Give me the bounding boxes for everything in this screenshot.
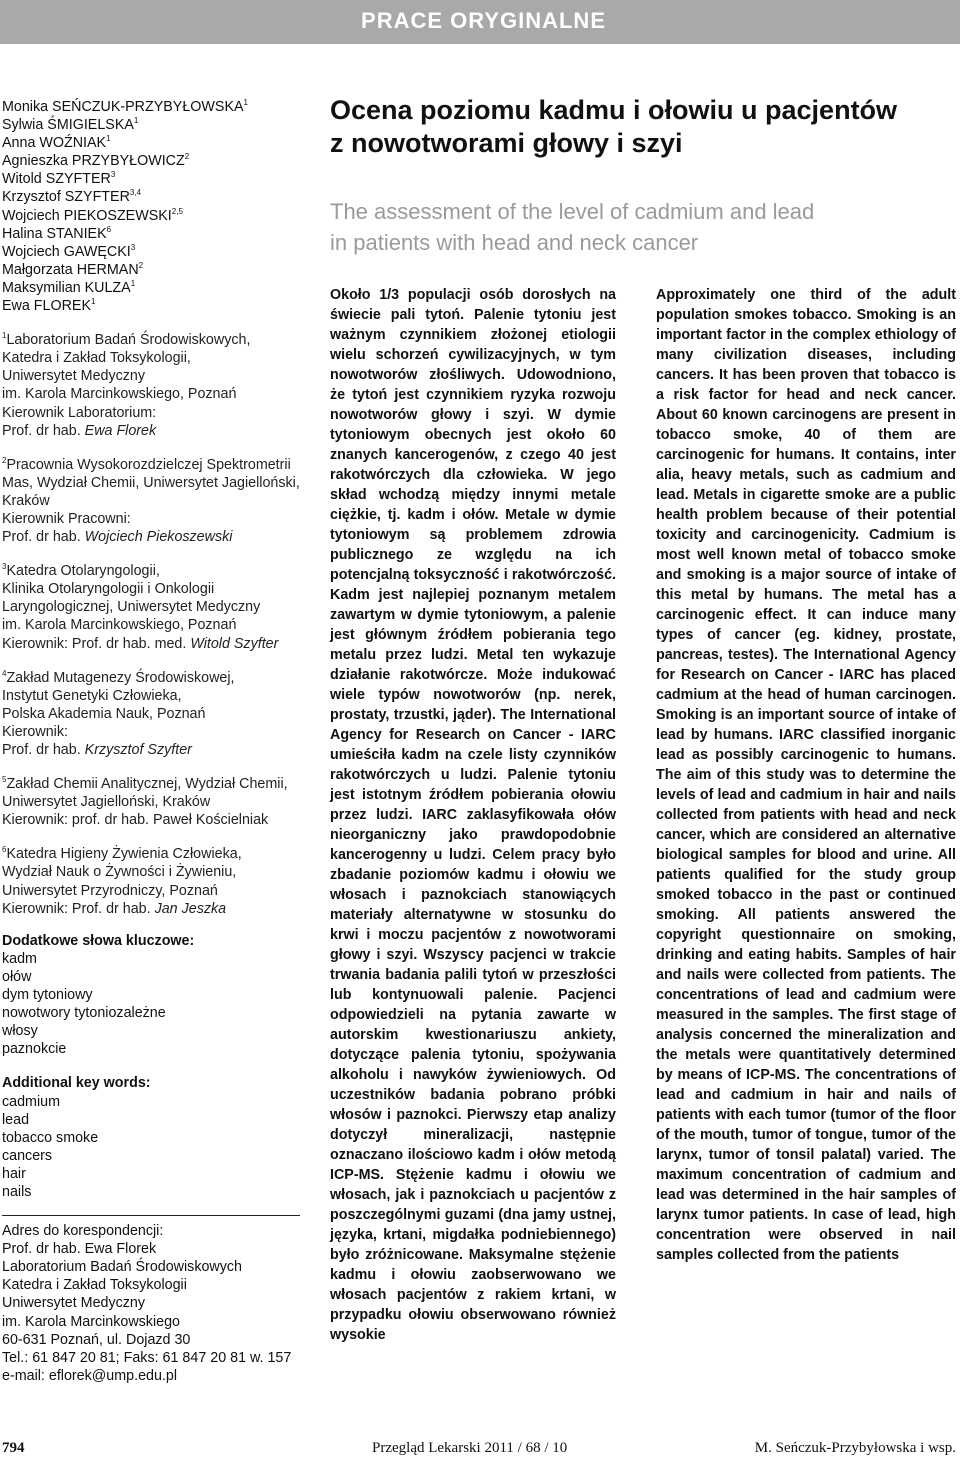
affiliation-6: $^6$Katedra Higieny Żywienia Człowieka, Wydział Nauk o Żywności i Żywieniu, Uniwersytet Przyrodniczy, Poznań Kierownik: Prof. dr hab. Jan Jeszka (2, 845, 242, 917)
affiliation-2: $^2$Pracownia Wysokorozdzielczej Spektrometrii Mas, Wydział Chemii, Uniwersytet Jagielloński, Kraków Kierownik Pracowni: Prof. dr hab. Wojciech Piekoszewski (2, 455, 300, 546)
journal-citation: Przegląd Lekarski 2011 / 68 / 10 (372, 1440, 568, 1456)
running-author: M. Seńczuk-Przybyłowska i wsp. (754, 1440, 956, 1456)
article-title-en: The assessment of the level of cadmium and lead in patients with head and neck cancer (330, 199, 815, 255)
author-item: Monika SEŃCZUK-PRZYBYŁOWSKA$^1$ (2, 98, 248, 115)
keyword: dym tytoniowy (2, 987, 93, 1004)
keyword: włosy (2, 1023, 38, 1040)
author-item: Krzysztof SZYFTER$^{3,4}$ (2, 188, 142, 206)
keyword: hair (2, 1165, 26, 1182)
keyword: ołów (2, 968, 32, 985)
author-item: Sylwia ŚMIGIELSKA$^1$ (2, 116, 139, 134)
keyword: cancers (2, 1147, 53, 1164)
section-banner (0, 0, 960, 44)
section-banner-label: PRACE ORYGINALNE (361, 8, 606, 33)
divider (2, 1215, 300, 1216)
author-item: Wojciech GAWĘCKI$^3$ (2, 242, 136, 260)
keywords-pl (2, 932, 312, 1059)
author-list (2, 98, 312, 315)
affiliation-5: $^5$Zakład Chemii Analitycznej, Wydział Chemii, Uniwersytet Jagielloński, Kraków Kierownik: prof. dr hab. Paweł Kościelniak (2, 775, 288, 829)
keyword: kadm (2, 950, 37, 967)
affiliation-3: $^3$Katedra Otolaryngologii, Klinika Otolaryngologii i Onkologii Laryngologicznej, Uniwersytet Medyczny im. Karola Marcinkowskiego, Poznań Kierownik: Prof. dr hab. med. Witold Szyfter (2, 562, 279, 652)
keywords-en-heading: Additional key words: (2, 1075, 151, 1092)
keywords-pl-heading: Dodatkowe słowa kluczowe: (2, 932, 195, 949)
affiliation-1: $^1$Laboratorium Badań Środowiskowych, Katedra i Zakład Toksykologii, Uniwersytet Medyczny im. Karola Marcinkowskiego, Poznań Kierownik Laboratorium: Prof. dr hab. Ewa Florek (2, 331, 251, 439)
keyword: paznokcie (2, 1041, 67, 1058)
author-item: Ewa FLOREK$^1$ (2, 297, 96, 315)
abstract-pl: Około 1/3 populacji osób dorosłych na świecie pali tytoń. Palenie tytoniu jest ważnym czynnikiem złożonej etiologii wielu schorzeń cywilizacyjnych, w tym nowotworów złośliwych. Udowodniono, że tytoń jest czynnikiem ryzyka rozwoju nowotworów głowy i szyi. W dymie tytoniowym obecnych jest około 60 znanych kancerogenów, z czego 40 jest rakotwórczych dla człowieka. W jego skład wchodzą między innymi metale ciężkie, tj. kadm i ołów. Metale w dymie tytoniowym są problemem zdrowia publicznego ze względu na ich potencjalną toksyczność i rakotwórczość. Kadm jest najlepiej poznanym metalem zawartym w dymie tytoniowym, a palenie jest głównym źródłem pobierania tego metalu przez ludzi. Metal ten wykazuje działanie rakotwórcze. Może indukować wiele typów nowotworów (np. nerek, prostaty, trzustki, jąder). The International Agency for Research on Cancer - IARC umieściła kadm na czele listy czynników rakotwórczych u ludzi. Palenie tytoniu jest istotnym źródłem pobierania ołowiu przez ludzi. IARC zaklasyfikowała ołów nieorganiczny jako prawdopodobnie kancerogenny u ludzi. Celem pracy było zbadanie poziomów kadmu i ołowiu we włosach i paznokciach stanowiących materiały alternatywne w stosunku do krwi i moczu pacjentów z nowotworami głowy i szyi. Wszyscy pacjenci w trakcie trwania badania palili tytoń w przeszłości lub kontynuowali palenie. Pacjenci odpowiedzieli na pytania zawarte w autorskim kwestionariuszu ankiety, dotyczące palenia tytoniu, spożywania alkoholu i nawyków żywieniowych. Od uczestników badania pobrano próbki włosów i paznokci. Pierwszy etap analizy dotyczył mineralizacji, następnie oznaczano ilościowo kadm i ołów metodą ICP-MS. Stężenie kadmu i ołowiu we włosach, jak i paznokciach u pacjentów z poszczególnymi guzami (dna jamy ustnej, języka, krtani, migdałka podniebiennego) było zróżnicowane. Maksymalne stężenie kadmu i ołowiu zaobserwowano we włosach pacjentów z rakiem krtani, w przypadku ołowiu obserwowano również wysokie (330, 287, 616, 1343)
keyword: cadmium (2, 1093, 60, 1110)
keywords-en (2, 1074, 312, 1201)
author-item: Anna WOŹNIAK$^1$ (2, 134, 111, 152)
affiliation-4: $^4$Zakład Mutagenezy Środowiskowej, Instytut Genetyki Człowieka, Polska Akademia Nauk, Poznań Kierownik: Prof. dr hab. Krzysztof Szyfter (2, 668, 235, 758)
author-item: Maksymilian KULZA$^1$ (2, 279, 136, 296)
article-title-pl: Ocena poziomu kadmu i ołowiu u pacjentów z nowotworami głowy i szyi (330, 95, 898, 158)
author-item: Wojciech PIEKOSZEWSKI$^{2,5}$ (2, 206, 183, 224)
keyword: nowotwory tytoniozależne (2, 1005, 166, 1022)
author-item: Małgorzata HERMAN$^2$ (2, 261, 144, 278)
abstract-en: Approximately one third of the adult population smokes tobacco. Smoking is an important factor in the complex ethiology of many civilization diseases, including cancers. It has been proven that tobacco is a risk factor for head and neck cancer. About 60 known carcinogens are present in tobacco smoke, 40 of them are carcinogenic for humans. It contains, inter alia, heavy metals, such as cadmium and lead. Metals in cigarette smoke are a public health problem because of their potential toxicity and carcinogenicity. Cadmium is most well known metal of tobacco smoke and smoking is a major source of intake of this metal by humans. The metal has a carcinogenic effect. It can induce many types of cancer (eg. kidney, prostate, pancreas, testes). The International Agency for Research on Cancer - IARC has placed cadmium at the head of human carcinogen. Smoking is an important source of intake of lead by humans. IARC classified inorganic lead as possibly carcinogenic to humans. The aim of this study was to determine the levels of lead and cadmium in hair and nails collected from patients with head and neck cancer, which are considered an alternative biological samples for blood and urine. All patients qualified for the study group smoked tobacco in the past or continued smoking. All patients answered the copyright questionnaire on smoking, drinking and eating habits. Samples of hair and nails were collected from patients. The concentrations of lead and cadmium were measured in the samples. The first stage of analysis concerned the mineralization and the metals were quantitatively determined by means of ICP-MS. The concentrations of lead and cadmium in hair and nails of patients with each tumor (tumor of the floor of the mouth, tumor of tongue, tumor of the larynx, tumor of tonsil palatal) varied. The maximum concentration of cadmium and lead was determined in the hair samples of larynx tumor patients. In case of lead, high concentration were observed in nail samples collected from the patients (656, 287, 956, 1263)
author-sidebar (2, 98, 312, 1385)
keyword: nails (2, 1183, 32, 1200)
author-item: Witold SZYFTER$^3$ (2, 170, 116, 188)
author-item: Agnieszka PRZYBYŁOWICZ$^2$ (2, 152, 190, 170)
page-number: 794 (2, 1440, 25, 1456)
correspondence-address: Adres do korespondencji: Prof. dr hab. Ewa Florek Laboratorium Badań Środowiskowych Katedra i Zakład Toksykologii Uniwersytet Medyczny im. Karola Marcinkowskiego 60-631 Poznań, ul. Dojazd 30 Tel.: 61 847 20 81; Faks: 61 847 20 81 w. 157 e-mail: eflorek@ump.edu.pl (2, 1222, 312, 1385)
keyword: lead (2, 1111, 30, 1128)
email-link[interactable]: e-mail: eflorek@ump.edu.pl (2, 1367, 178, 1384)
author-item: Halina STANIEK$^6$ (2, 224, 112, 242)
keyword: tobacco smoke (2, 1129, 99, 1146)
